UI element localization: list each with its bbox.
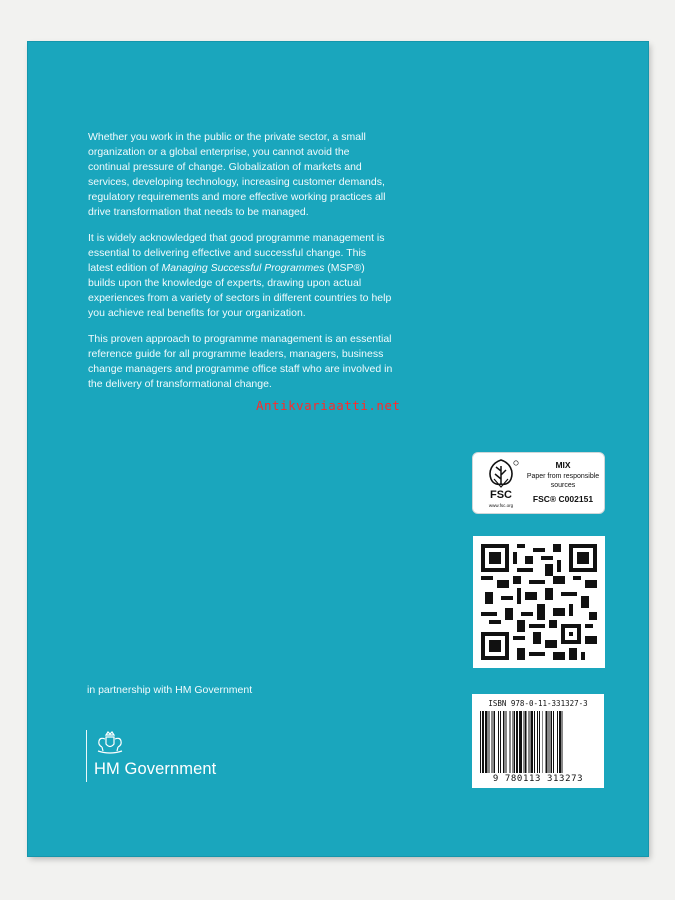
qr-code-icon [481,544,597,660]
fsc-mix: MIX [555,460,571,470]
book-title-reference: Managing Successful Programmes [161,262,325,274]
barcode-bar [546,711,548,773]
fsc-paper: Paper from responsible sources [526,473,600,489]
barcode-bar [485,711,488,773]
barcode-bar [491,711,492,773]
barcode-bar [542,711,543,773]
barcode-bar [548,711,549,773]
watermark: Antikvariaatti.net [256,398,401,413]
barcode-number: 9 780113 313273 [492,774,584,784]
barcode-bar [539,711,540,773]
barcode-bar [512,711,513,773]
partnership-text: in partnership with HM Government [87,684,253,696]
fsc-site: www.fsc.org [488,503,514,508]
fsc-text-block [525,460,601,504]
barcode-bar [500,711,501,773]
hm-government-logo [86,730,216,782]
barcode-bar [509,711,510,773]
barcode-bar [557,711,558,773]
barcode-bar [530,711,533,773]
hm-government-label: HM Government [94,760,217,778]
isbn-barcode [472,694,604,788]
blurb-p2-end: (MSP®) builds upon the knowledge of experts, drawing upon actual experiences from a variety of sectors in different countries to help you achieve real benefits for your organization. [88,262,392,319]
fsc-label [472,452,605,514]
fsc-code: FSC® C002151 [532,494,594,504]
barcode-bar [534,711,535,773]
book-back-cover [28,42,648,856]
barcode-bar [498,711,499,773]
royal-crest-icon [94,730,126,756]
barcode-bar [523,711,524,773]
blurb-text [88,130,393,403]
isbn-text: ISBN 978-0-11-331327-3 [488,699,588,708]
barcode-bar [559,711,561,773]
barcode-bar [506,711,507,773]
blurb-paragraph-2 [88,231,393,321]
blurb-paragraph-3: This proven approach to programme management is an essential reference guide for all programme leaders, managers, business change managers and programme office staff who are involved in the delivery of transformational change. [88,333,393,390]
barcode-bar [562,711,563,773]
barcode-bar [493,711,495,773]
barcode-bar [516,711,518,773]
blurb-p2-start: It is widely acknowledged that good programme management is essential to delivering effective and successful change. This latest edition of [88,232,385,274]
barcode-bar [553,711,554,773]
barcode-bar [537,711,538,773]
barcode-bar [480,711,481,773]
barcode-bar [519,711,522,773]
barcode-bar [528,711,529,773]
barcode-bar [503,711,505,773]
fsc-tree-icon [478,457,524,509]
qr-code [473,536,605,668]
barcode-bar [482,711,484,773]
fsc-logo-text: FSC [490,489,512,501]
barcode-bar [550,711,552,773]
barcode-bar [525,711,527,773]
barcode-icon [480,711,596,773]
barcode-bar [514,711,515,773]
barcode-bar [489,711,490,773]
blurb-paragraph-1: Whether you work in the public or the private sector, a small organization or a global enterprise, you cannot avoid the continual pressure of change. Globalization of markets and services, developing technology, increasing customer demands, regulatory requirements and more effective working practices all drive transformation that needs to be managed. [88,131,386,218]
